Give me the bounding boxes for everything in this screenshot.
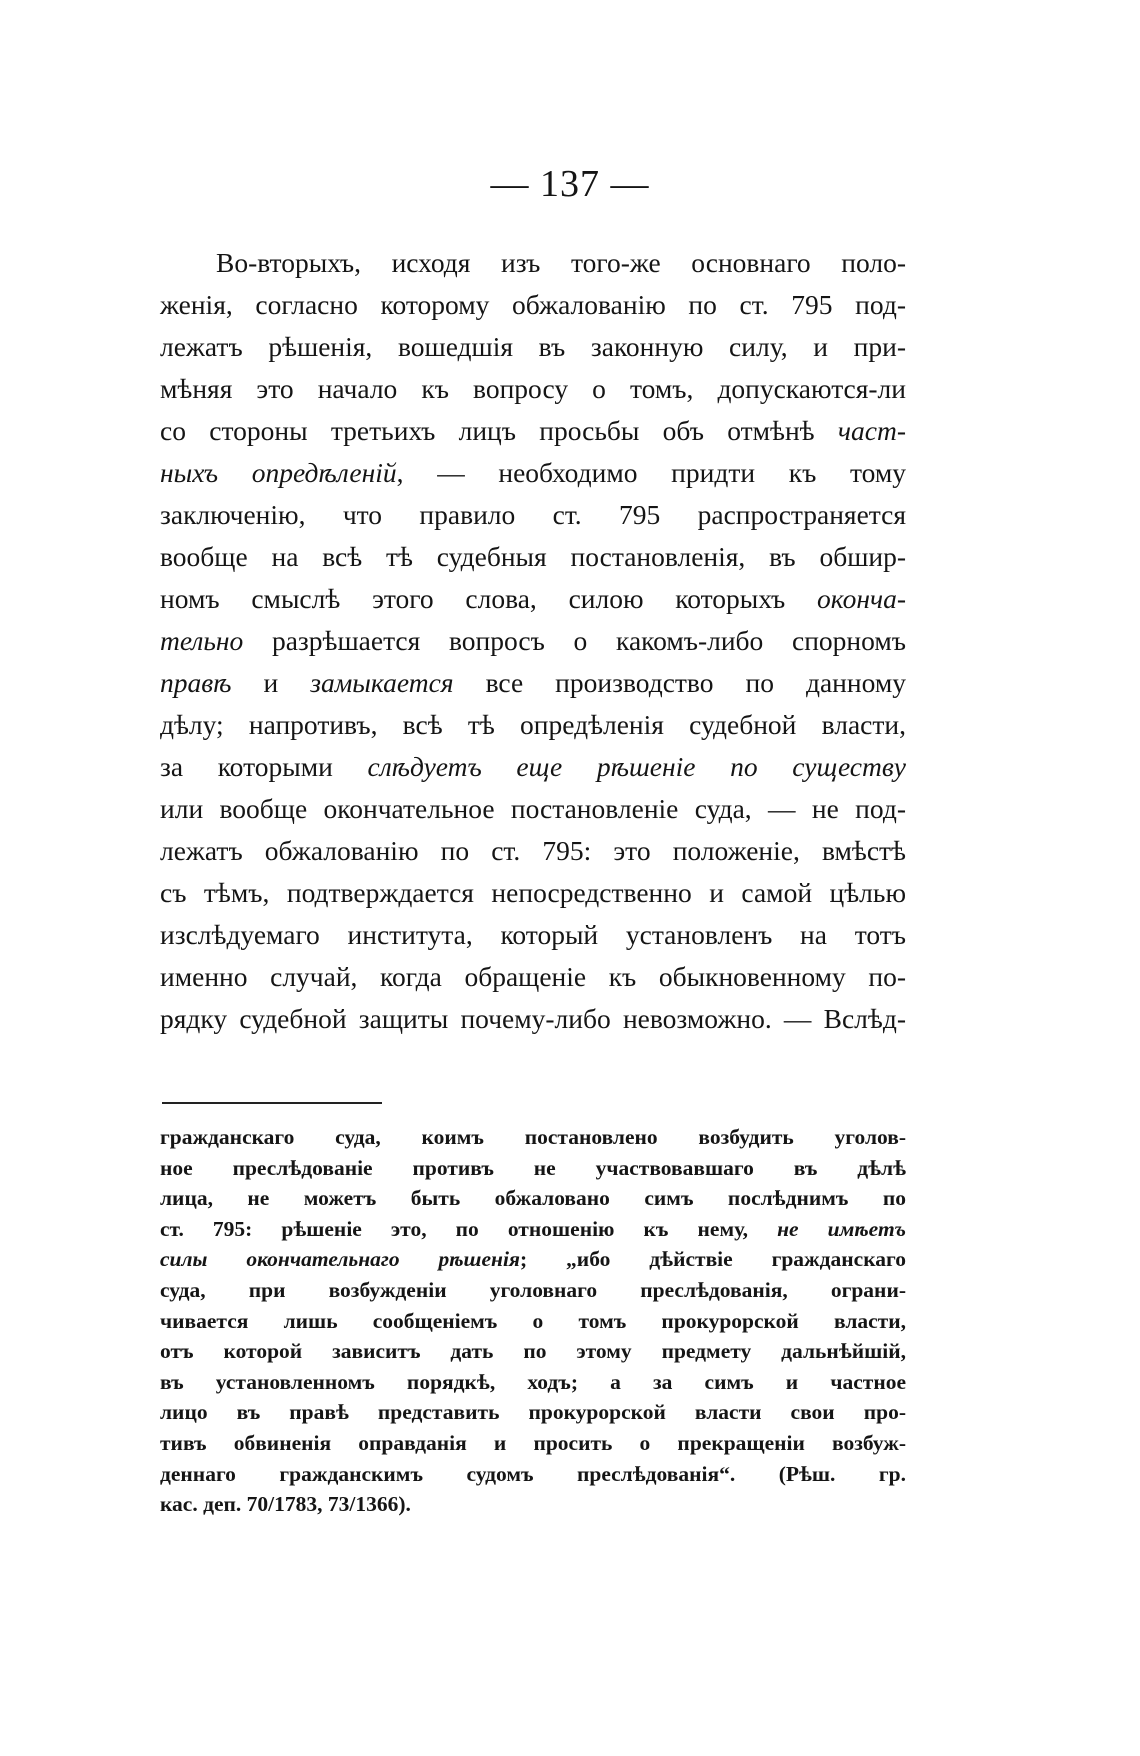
footnote-line: [160, 1336, 906, 1367]
text-line: [160, 662, 906, 704]
text-line: [160, 452, 906, 494]
text-segment: Во-вторыхъ, исходя изъ того-же основнаго поло-: [216, 247, 906, 278]
footnote-line: [160, 1244, 906, 1275]
text-segment: со стороны третьихъ лицъ просьбы объ отмѣнѣ: [160, 415, 838, 446]
text-line: [160, 410, 906, 452]
text-segment: мѣняя это начало къ вопросу о томъ, допускаются-ли: [160, 373, 906, 404]
italic-text-segment: ныхъ опредѣленій: [160, 457, 397, 488]
text-line: [160, 746, 906, 788]
text-segment: ное преслѣдованіе противъ не участвовавшаго въ дѣлѣ: [160, 1155, 906, 1180]
italic-text-segment: не имѣетъ: [777, 1216, 906, 1241]
text-line: [160, 704, 906, 746]
footnote-line: [160, 1122, 906, 1153]
text-line: [160, 998, 906, 1040]
text-segment: кас. деп. 70/1783, 73/1366).: [160, 1492, 411, 1517]
text-line: [160, 578, 906, 620]
text-segment: вообще на всѣ тѣ судебныя постановленія, въ обшир-: [160, 541, 906, 572]
footnote-line: [160, 1459, 906, 1490]
footnote-line: [160, 1214, 906, 1245]
text-segment: разрѣшается вопросъ о какомъ-либо спорномъ: [243, 625, 906, 656]
text-segment: лицо въ правѣ представить прокурорской власти свои про-: [160, 1400, 906, 1425]
text-segment: женія, согласно которому обжалованію по ст. 795 под-: [160, 289, 906, 320]
text-line: [160, 830, 906, 872]
text-segment: отъ которой зависитъ дать по этому предмету дальнѣйшій,: [160, 1339, 906, 1364]
footnote-line: [160, 1183, 906, 1214]
text-segment: деннаго гражданскимъ судомъ преслѣдованія“. (Рѣш. гр.: [160, 1461, 906, 1486]
italic-text-segment: част-: [837, 415, 906, 446]
text-segment: лежатъ обжалованію по ст. 795: это положеніе, вмѣстѣ: [160, 835, 906, 866]
text-segment: суда, при возбужденіи уголовнаго преслѣдованія, ограни-: [160, 1277, 906, 1302]
text-line: [160, 872, 906, 914]
text-segment: гражданскаго суда, коимъ постановлено возбудить уголов-: [160, 1125, 906, 1149]
italic-text-segment: замыкается: [310, 667, 454, 698]
text-segment: номъ смыслѣ этого слова, силою которыхъ: [160, 583, 817, 614]
text-segment: лежатъ рѣшенія, вошедшія въ законную силу, и при-: [160, 331, 906, 362]
text-segment: ст. 795: рѣшеніе это, по отношенію къ нему,: [160, 1216, 778, 1241]
footnote-body: [160, 1122, 906, 1520]
text-segment: заключенію, что правило ст. 795 распространяется: [160, 499, 906, 530]
text-line: [160, 914, 906, 956]
text-segment: тивъ обвиненія оправданія и просить о прекращеніи возбуж-: [160, 1430, 906, 1455]
text-line: [160, 284, 906, 326]
footnote-line: [160, 1428, 906, 1459]
text-segment: и: [231, 667, 311, 698]
text-segment: рядку судебной защиты почему-либо невозможно. — Вслѣд-: [160, 1003, 906, 1034]
text-segment: все производство по данному: [453, 667, 906, 698]
italic-text-segment: силы окончательнаго рѣшенія: [160, 1247, 520, 1272]
text-line: [160, 326, 906, 368]
text-segment: въ установленномъ порядкѣ, ходъ; а за симъ и частное: [160, 1369, 906, 1394]
text-segment: или вообще окончательное постановленіе суда, — не под-: [160, 793, 906, 824]
footnote-line: [160, 1367, 906, 1398]
text-segment: ; „ибо дѣйствіе гражданскаго: [520, 1247, 906, 1272]
text-line: [160, 494, 906, 536]
text-segment: дѣлу; напротивъ, всѣ тѣ опредѣленія судебной власти,: [160, 709, 906, 740]
footnote-separator: [162, 1102, 382, 1104]
text-segment: , — необходимо придти къ тому: [396, 457, 906, 488]
italic-text-segment: правѣ: [160, 667, 232, 698]
text-segment: чивается лишь сообщеніемъ о томъ прокурорской власти,: [160, 1308, 906, 1333]
italic-text-segment: оконча-: [817, 583, 906, 614]
main-text-body: [160, 242, 906, 1040]
footnote-line: [160, 1153, 906, 1184]
text-segment: съ тѣмъ, подтверждается непосредственно и самой цѣлью: [160, 877, 906, 908]
page-number: — 137 —: [490, 163, 650, 205]
italic-text-segment: слѣдуетъ еще рѣшеніе по существу: [367, 751, 906, 782]
footnote-line: [160, 1489, 906, 1520]
footnote-line: [160, 1397, 906, 1428]
text-segment: изслѣдуемаго института, который установленъ на тотъ: [160, 919, 906, 950]
text-line: [160, 788, 906, 830]
italic-text-segment: тельно: [160, 625, 244, 656]
text-segment: за которыми: [160, 751, 368, 782]
text-line: [160, 620, 906, 662]
text-line: [160, 956, 906, 998]
footnote-line: [160, 1275, 906, 1306]
text-line: [160, 536, 906, 578]
text-segment: лица, не можетъ быть обжаловано симъ послѣднимъ по: [160, 1186, 906, 1211]
text-line: [160, 368, 906, 410]
text-line: [160, 242, 906, 284]
footnote-line: [160, 1306, 906, 1337]
text-segment: именно случай, когда обращеніе къ обыкновенному по-: [160, 961, 906, 992]
